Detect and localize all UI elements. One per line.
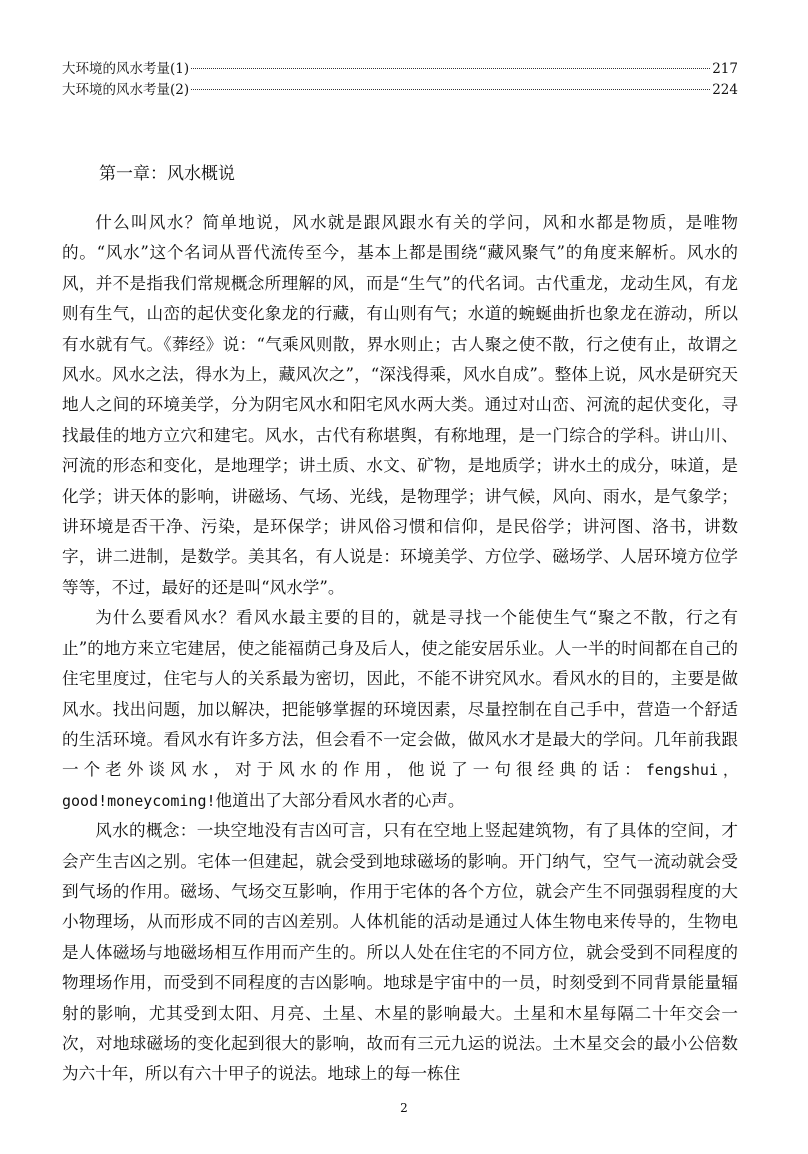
toc-entry-page: 224	[712, 82, 738, 98]
toc-entry-title: 大环境的风水考量(1)	[62, 61, 190, 77]
toc-entry[interactable]	[62, 80, 738, 101]
english-quote: fengshui，good!moneycoming!	[62, 761, 739, 810]
paragraph	[62, 603, 738, 816]
page-number: 2	[400, 1101, 408, 1115]
table-of-contents	[62, 59, 738, 101]
toc-leader-dots	[191, 88, 710, 90]
paragraph: 风水的概念：一块空地没有吉凶可言，只有在空地上竖起建筑物，有了具体的空间，才会产生吉凶之别。宅体一但建起，就会受到地球磁场的影响。开门纳气，空气一流动就会受到气场的作用。磁场、气场交互影响，作用于宅体的各个方位，就会产生不同强弱程度的大小物理场，从而形成不同的吉凶差别。人体机能的活动是通过人体生物电来传导的，生物电是人体磁场与地磁场相互作用而产生的。所以人处在住宅的不同方位，就会受到不同程度的物理场作用，而受到不同程度的吉凶影响。地球是宇宙中的一员，时刻受到不同背景能量辐射的影响，尤其受到太阳、月亮、土星、木星的影响最大。土星和木星每隔二十年交会一次，对地球磁场的变化起到很大的影响，故而有三元九运的说法。土木星交会的最小公倍数为六十年，所以有六十甲子的说法。地球上的每一栋住	[62, 821, 738, 1084]
paragraph-text: 为什么要看风水？看风水最主要的目的，就是寻找一个能使生气“聚之不散，行之有止”的地方来立宅建居，使之能福荫己身及后人，使之能安居乐业。人一半的时间都在自己的住宅里度过，住宅与人的关系最为密切，因此，不能不讲究风水。看风水的目的，主要是做风水。找出问题，加以解决，把能够掌握的环境因素，尽量控制在自己手中，营造一个舒适的生活环境。看风水有许多方法，但会看不一定会做，做风水才是最大的学问。几年前我跟一个老外谈风水，对于风水的作用，他说了一句很经典的话：	[62, 608, 738, 780]
body-text	[62, 208, 738, 1090]
chapter-title: 第一章：风水概说	[99, 164, 235, 184]
toc-leader-dots	[191, 67, 710, 69]
toc-entry-title: 大环境的风水考量(2)	[62, 82, 190, 98]
toc-entry-page: 217	[712, 61, 738, 77]
paragraph-text-tail: 他道出了大部分看风水者的心声。	[215, 790, 465, 810]
paragraph: 什么叫风水？简单地说，风水就是跟风跟水有关的学问，风和水都是物质，是唯物的。“风水”这个名词从晋代流传至今，基本上都是围绕“藏风聚气”的角度来解析。风水的风，并不是指我们常规概念所理解的风，而是“生气”的代名词。古代重龙，龙动生风，有龙则有生气，山峦的起伏变化象龙的行藏，有山则有气；水道的蜿蜒曲折也象龙在游动，所以有水就有气。《葬经》说：“气乘风则散，界水则止；古人聚之使不散，行之使有止，故谓之风水。风水之法，得水为上，藏风次之”，“深浅得乘，风水自成”。整体上说，风水是研究天地人之间的环境美学，分为阴宅风水和阳宅风水两大类。通过对山峦、河流的起伏变化，寻找最佳的地方立穴和建宅。风水，古代有称堪舆，有称地理，是一门综合的学科。讲山川、河流的形态和变化，是地理学；讲土质、水文、矿物，是地质学；讲水土的成分，味道，是化学；讲天体的影响，讲磁场、气场、光线，是物理学；讲气候，风向、雨水，是气象学；讲环境是否干净、污染，是环保学；讲风俗习惯和信仰，是民俗学；讲河图、洛书，讲数字，讲二进制，是数学。美其名，有人说是：环境美学、方位学、磁场学、人居环境方位学等等，不过，最好的还是叫“风水学”。	[62, 213, 738, 597]
toc-entry[interactable]	[62, 59, 738, 80]
